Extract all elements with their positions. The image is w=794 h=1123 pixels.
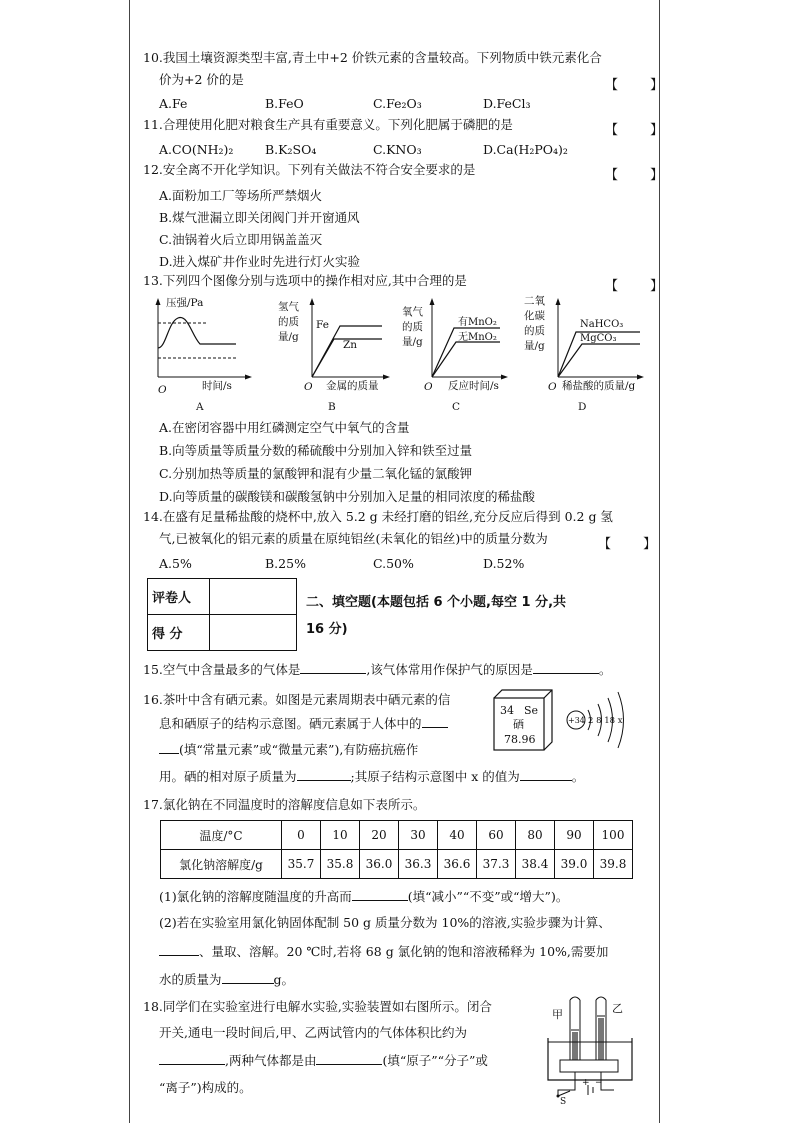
q18-line3-a: ,两种气体都是由 xyxy=(225,1053,317,1068)
graph-d-label: D xyxy=(578,401,587,413)
grading-table xyxy=(147,578,297,651)
electrolysis-apparatus xyxy=(540,990,650,1105)
graph-a-xlabel: 时间/s xyxy=(202,380,232,392)
q17-part2-line3 xyxy=(159,970,294,988)
q13-answer-bracket[interactable]: 【 】 xyxy=(605,279,678,294)
q16-line2 xyxy=(159,714,448,732)
graph-b-ylabel-3: 量/g xyxy=(278,331,299,343)
se-name: 硒 xyxy=(513,718,524,731)
graph-d-ylabel-2: 化碳 xyxy=(524,310,545,322)
tube-yi-label: 乙 xyxy=(612,1002,623,1015)
q10-line1: 10.我国土壤资源类型丰富,青土中+2 价铁元素的含量较高。下列物质中铁元素化合 xyxy=(143,50,602,65)
se-shells: 2 8 18 x xyxy=(588,716,623,726)
q14-line1: 14.在盛有足量稀盐酸的烧杯中,放入 5.2 g 未经打磨的铝丝,充分反应后得到 0.2 g 氢 xyxy=(143,509,613,524)
table-cell: 36.6 xyxy=(438,850,477,879)
q12-answer-bracket[interactable]: 【 】 xyxy=(605,168,678,183)
q13-option-d: D.向等质量的碳酸镁和碳酸氢钠中分别加入足量的相同浓度的稀盐酸 xyxy=(159,489,536,504)
table-cell: 40 xyxy=(438,821,477,850)
q18-line4: “离子”)构成的。 xyxy=(159,1080,252,1095)
q14-option-a: A.5% xyxy=(159,556,192,571)
table-cell: 36.3 xyxy=(399,850,438,879)
q17-part1 xyxy=(159,887,568,905)
battery-plus: + xyxy=(582,1078,590,1088)
q14-line2: 气,已被氧化的铝元素的质量在原纯铝丝(未氧化的铝丝)中的质量分数为 xyxy=(159,531,548,546)
graph-b-ylabel-2: 的质 xyxy=(278,316,299,328)
score-field[interactable] xyxy=(210,615,297,651)
solubility-table xyxy=(160,820,633,879)
table-cell: 20 xyxy=(360,821,399,850)
q11-answer-bracket[interactable]: 【 】 xyxy=(605,123,678,138)
table-cell: 100 xyxy=(594,821,633,850)
graph-a xyxy=(156,297,253,413)
se-symbol: Se xyxy=(524,704,539,717)
q10-option-a: A.Fe xyxy=(159,96,188,111)
q11-option-b: B.K₂SO₄ xyxy=(265,142,317,157)
q18-line3 xyxy=(159,1051,488,1069)
q18-line1: 18.同学们在实验室进行电解水实验,实验装置如右图所示。闭合 xyxy=(143,999,492,1014)
graph-a-label: A xyxy=(196,401,204,413)
table-cell: 35.7 xyxy=(282,850,321,879)
q12-line1: 12.安全离不开化学知识。下列有关做法不符合安全要求的是 xyxy=(143,162,476,177)
graph-b xyxy=(278,298,390,413)
table-cell: 60 xyxy=(477,821,516,850)
q17-part2-d: g。 xyxy=(273,972,295,987)
q17-blank-2[interactable] xyxy=(159,944,199,956)
q13-option-c: C.分别加热等质量的氯酸钾和混有少量二氧化锰的氯酸钾 xyxy=(159,466,473,481)
graph-c-ylabel-3: 量/g xyxy=(402,336,423,348)
q10-answer-bracket[interactable]: 【 】 xyxy=(605,78,678,93)
q10-option-c: C.Fe₂O₃ xyxy=(373,96,422,111)
q14-option-b: B.25% xyxy=(265,556,306,571)
table-cell: 36.0 xyxy=(360,850,399,879)
graph-d xyxy=(524,294,644,413)
q17-part2-line2 xyxy=(159,942,608,960)
table-row-solubility xyxy=(161,850,633,879)
q15-blank-2[interactable] xyxy=(533,662,599,674)
q18-line2: 开关,通电一段时间后,甲、乙两试管内的气体体积比约为 xyxy=(159,1025,467,1040)
graph-c-ylabel-1: 氧气 xyxy=(402,306,423,318)
q12-option-b: B.煤气泄漏立即关闭阀门并开窗通风 xyxy=(159,210,360,225)
graph-c-origin: O xyxy=(424,381,433,393)
q11-option-c: C.KNO₃ xyxy=(373,142,422,157)
switch-label: S xyxy=(560,1097,567,1105)
selenium-figure xyxy=(492,686,652,756)
q18-blank-2[interactable] xyxy=(316,1053,382,1065)
q17-blank-1[interactable] xyxy=(352,889,408,901)
q17-part2-c: 水的质量为 xyxy=(159,972,222,987)
q16-line3 xyxy=(159,740,418,758)
graph-a-origin: O xyxy=(158,384,167,396)
table-cell: 37.3 xyxy=(477,850,516,879)
q16-line3-text: (填“常量元素”或“微量元素”),有防癌抗癌作 xyxy=(179,742,419,757)
graph-c-ylabel-2: 的质 xyxy=(402,321,423,333)
graph-b-xlabel: 金属的质量 xyxy=(326,380,379,392)
q14-option-d: D.52% xyxy=(483,556,525,571)
graph-c-xlabel: 反应时间/s xyxy=(448,380,499,392)
se-atomic-number: 34 xyxy=(500,704,514,717)
q15-blank-1[interactable] xyxy=(300,662,366,674)
tube-jia-label: 甲 xyxy=(552,1008,563,1021)
reviewer-field[interactable] xyxy=(210,579,297,615)
q17-blank-3[interactable] xyxy=(222,972,274,984)
graph-d-ylabel-1: 二氧 xyxy=(524,295,545,307)
q16-line1: 16.茶叶中含有硒元素。如图是元素周期表中硒元素的信 xyxy=(143,692,451,707)
graph-d-xlabel: 稀盐酸的质量/g xyxy=(562,380,636,392)
table-cell: 0 xyxy=(282,821,321,850)
se-nucleus: +34 xyxy=(568,716,585,725)
q16-line2-text: 息和硒原子的结构示意图。硒元素属于人体中的 xyxy=(159,716,422,731)
q18-line3-b: (填“原子”“分子”或 xyxy=(382,1053,488,1068)
table-cell: 38.4 xyxy=(516,850,555,879)
q17-part1-a: (1)氯化钠的溶解度随温度的升高而 xyxy=(159,889,352,904)
table-header-solubility: 氯化钠溶解度/g xyxy=(161,850,282,879)
graph-d-ylabel-4: 量/g xyxy=(524,340,545,352)
score-label: 得 分 xyxy=(148,615,210,651)
q16-blank-3[interactable] xyxy=(520,769,572,781)
q13-graphs xyxy=(130,292,660,417)
graph-c-series-without: 无MnO₂ xyxy=(458,332,497,343)
q17-part1-b: (填“减小”“不变”或“增大”)。 xyxy=(407,889,569,904)
table-cell: 39.0 xyxy=(555,850,594,879)
graph-b-label: B xyxy=(328,401,336,413)
q11-line1: 11.合理使用化肥对粮食生产具有重要意义。下列化肥属于磷肥的是 xyxy=(143,117,513,132)
se-mass: 78.96 xyxy=(504,733,536,746)
q16-blank-1a[interactable] xyxy=(422,716,448,728)
table-cell: 10 xyxy=(321,821,360,850)
q17-part2-b: 、量取、溶解。20 ℃时,若将 68 g 氯化钠的饱和溶液稀释为 10%,需要加 xyxy=(199,944,609,959)
q16-line4-c: 。 xyxy=(571,769,585,784)
table-cell: 39.8 xyxy=(594,850,633,879)
graph-a-ylabel: 压强/Pa xyxy=(166,297,204,309)
q12-option-a: A.面粉加工厂等场所严禁烟火 xyxy=(159,188,323,203)
graph-b-series-zn: Zn xyxy=(343,339,358,351)
section2-title-line2: 16 分) xyxy=(306,622,348,637)
q15-part-c: 。 xyxy=(598,662,612,677)
table-cell: 90 xyxy=(555,821,594,850)
q15-part-b: ,该气体常用作保护气的原因是 xyxy=(366,662,533,677)
q14-option-c: C.50% xyxy=(373,556,414,571)
graph-b-series-fe: Fe xyxy=(316,319,329,331)
table-cell: 35.8 xyxy=(321,850,360,879)
graph-d-origin: O xyxy=(548,381,557,393)
q13-option-b: B.向等质量等质量分数的稀硫酸中分别加入锌和铁至过量 xyxy=(159,443,473,458)
q11-option-a: A.CO(NH₂)₂ xyxy=(159,142,234,157)
table-header-temperature: 温度/°C xyxy=(161,821,282,850)
q15-text xyxy=(143,660,611,678)
q17-part2-line1: (2)若在实验室用氯化钠固体配制 50 g 质量分数为 10%的溶液,实验步骤为计算、 xyxy=(159,915,611,930)
graph-d-series-nahco3: NaHCO₃ xyxy=(580,319,624,330)
q12-option-c: C.油锅着火后立即用锅盖盖灭 xyxy=(159,232,323,247)
left-margin-line xyxy=(129,0,130,1123)
table-cell: 30 xyxy=(399,821,438,850)
table-cell: 80 xyxy=(516,821,555,850)
q11-option-d: D.Ca(H₂PO₄)₂ xyxy=(483,142,568,157)
graph-c-series-with: 有MnO₂ xyxy=(458,317,497,328)
q13-option-a: A.在密闭容器中用红磷测定空气中氧气的含量 xyxy=(159,420,410,435)
graph-d-ylabel-3: 的质 xyxy=(524,325,545,337)
q16-line4 xyxy=(159,767,584,785)
graph-c xyxy=(402,298,508,413)
q16-blank-2[interactable] xyxy=(297,769,351,781)
graph-b-origin: O xyxy=(304,381,313,393)
table-row-temperature xyxy=(161,821,633,850)
section2-title-line1: 二、填空题(本题包括 6 个小题,每空 1 分,共 xyxy=(306,595,567,610)
q14-answer-bracket[interactable]: 【 】 xyxy=(598,537,671,552)
q15-part-a: 15.空气中含量最多的气体是 xyxy=(143,662,301,677)
graph-b-ylabel-1: 氢气 xyxy=(278,301,299,313)
reviewer-label: 评卷人 xyxy=(148,579,210,615)
q12-option-d: D.进入煤矿井作业时先进行灯火实验 xyxy=(159,254,361,269)
q16-blank-1b[interactable] xyxy=(159,742,179,754)
q10-option-b: B.FeO xyxy=(265,96,304,111)
graph-d-series-mgco3: MgCO₃ xyxy=(580,333,617,344)
q10-line2: 价为+2 价的是 xyxy=(159,72,244,87)
battery-minus: − xyxy=(595,1078,603,1088)
q16-line4-b: ;其原子结构示意图中 x 的值为 xyxy=(350,769,520,784)
q10-option-d: D.FeCl₃ xyxy=(483,96,531,111)
graph-c-label: C xyxy=(452,401,461,413)
q16-line4-a: 用。硒的相对原子质量为 xyxy=(159,769,297,784)
q13-line1: 13.下列四个图像分别与选项中的操作相对应,其中合理的是 xyxy=(143,273,467,288)
q18-blank-1[interactable] xyxy=(159,1053,225,1065)
q17-line1: 17.氯化钠在不同温度时的溶解度信息如下表所示。 xyxy=(143,797,426,812)
